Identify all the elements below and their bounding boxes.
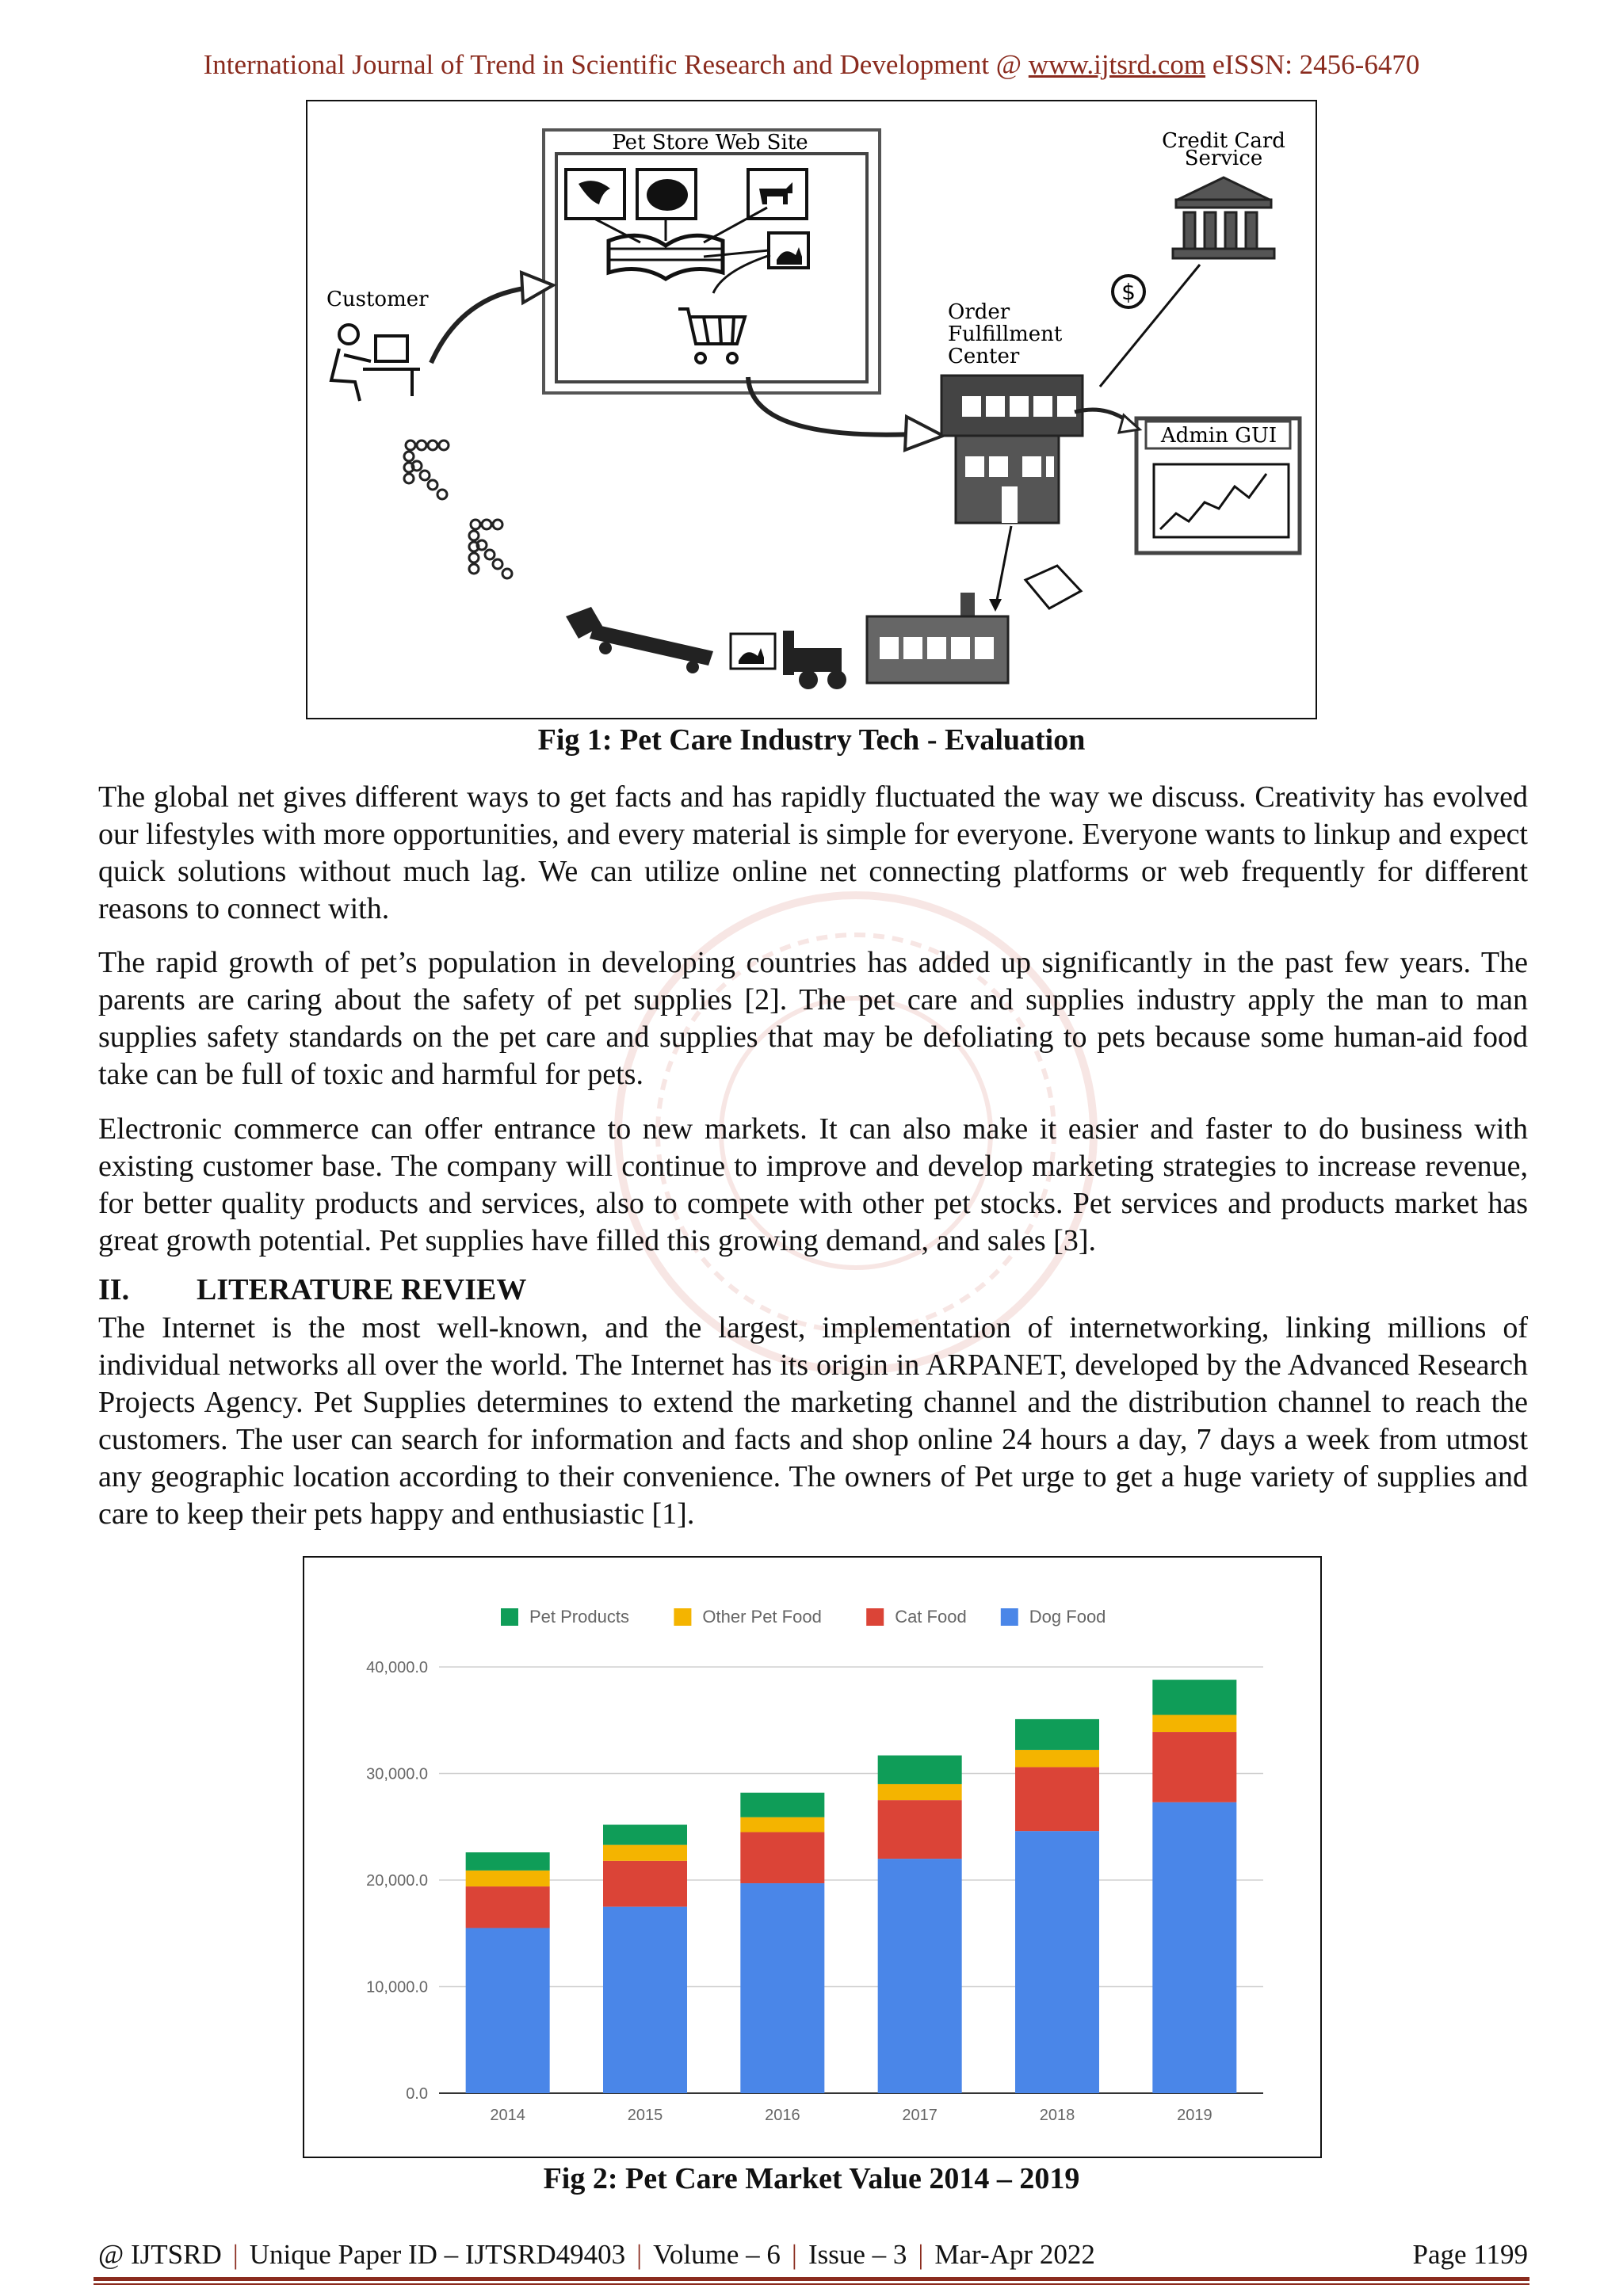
credit-card-label-line2: Service [1184, 147, 1263, 170]
bar-segment-pet-products [603, 1825, 687, 1845]
x-tick-label: 2017 [902, 2107, 938, 2124]
section-number: II. [98, 1273, 130, 1306]
footer-journal: @ IJTSRD [98, 2239, 222, 2270]
bar-segment-pet-products [878, 1756, 962, 1784]
bar-segment-dog-food [878, 1859, 962, 2093]
y-tick-label: 10,000.0 [366, 1978, 428, 1997]
pet-store-flow-diagram [307, 101, 1316, 718]
legend-swatch [866, 1608, 884, 1626]
figure-1-diagram [306, 100, 1317, 719]
footer-volume: Volume – 6 [653, 2239, 781, 2270]
header-url-link[interactable]: www.ijtsrd.com [1028, 49, 1206, 80]
order-to-warehouse-arrow [995, 526, 1011, 608]
bar-segment-dog-food [1015, 1831, 1099, 2093]
paragraph-3: Electronic commerce can offer entrance to new markets. It can also make it easier and faster to do business with existing customer base. The company will continue to improve and develop marketing strategies to increase revenue, for better quality products and services, also to compete with other pet stocks. Pet services and products market has great growth potential. Pet supplies have filled this growing demand, and sales [3]. [98, 1112, 1528, 1257]
bar-segment-other-pet-food [878, 1784, 962, 1800]
forklift-icon [783, 631, 846, 689]
bar-segment-dog-food [466, 1928, 550, 2093]
footer-issue: Issue – 3 [808, 2239, 907, 2270]
y-tick-label: 40,000.0 [366, 1659, 428, 1676]
paragraph-4: The Internet is the most well-known, and the largest, implementation of internetworking, linking millions of individual networks all over the world. The Internet has its origin in ARPANET, developed by the Advanced Research Projects Agency. Pet Supplies determines to extend the marketing channel and the distribution channel to reach the customers. The user can search for information and facts and shop online 24 hours a day, 7 days a week from utmost any geographic location according to their convenience. The owners of Pet urge to get a huge variety of supplies and care to keep their pets happy and enthusiastic [1]. [98, 1311, 1528, 1531]
legend-label: Cat Food [895, 1607, 967, 1627]
bar-segment-pet-products [1152, 1680, 1236, 1714]
footer-paper-id: Unique Paper ID – IJTSRD49403 [249, 2239, 626, 2270]
paragraph-2: The rapid growth of pet’s population in developing countries has added up significantly in the past few years. The parents are caring about the safety of pet supplies [2]. The pet care and supplies industry apply the man to man supplies safety standards on the pet care and supplies that may be defoliating to pets because some human-aid food take can be full of toxic and harmful for pets. [98, 946, 1528, 1091]
legend-swatch [674, 1608, 691, 1626]
bar-segment-cat-food [603, 1861, 687, 1907]
return-path-dots [404, 441, 512, 578]
y-tick-label: 20,000.0 [366, 1872, 428, 1890]
bar-segment-other-pet-food [740, 1817, 824, 1833]
bar-segment-dog-food [740, 1883, 824, 2093]
footer-page-number: Page 1199 [1412, 2239, 1528, 2270]
figure-2-caption: Fig 2: Pet Care Market Value 2014 – 2019 [543, 2162, 1080, 2195]
paragraph-1: The global net gives different ways to get facts and has rapidly fluctuated the way we discuss. Creativity has evolved our lifestyles with more opportunities, and every material is simple for everyone. Everyone wants to linkup and expect quick solutions without much lag. We can utilize online net connecting platforms or web frequently for different reasons to connect with. [98, 780, 1528, 925]
admin-gui-label: Admin GUI [1160, 424, 1277, 448]
bar-segment-pet-products [1015, 1719, 1099, 1750]
x-tick-label: 2019 [1177, 2107, 1212, 2124]
customer-computer-icon [331, 325, 420, 401]
legend-label: Pet Products [529, 1607, 629, 1627]
bar-segment-other-pet-food [1015, 1750, 1099, 1768]
x-tick-label: 2015 [627, 2107, 663, 2124]
bar-segment-cat-food [740, 1832, 824, 1883]
document-folder-icon [1025, 566, 1081, 608]
warehouse-factory-icon [867, 593, 1008, 683]
bar-segment-other-pet-food [603, 1845, 687, 1861]
svg-text:$: $ [1121, 279, 1136, 305]
x-tick-label: 2016 [765, 2107, 800, 2124]
order-center-label-line3: Center [948, 345, 1020, 368]
header-issn: eISSN: 2456-6470 [1212, 49, 1420, 80]
section-heading [98, 1272, 526, 1307]
footer-date: Mar-Apr 2022 [934, 2239, 1095, 2270]
bar-segment-cat-food [466, 1886, 550, 1928]
section-title: LITERATURE REVIEW [197, 1273, 527, 1306]
bar-segment-pet-products [466, 1852, 550, 1871]
bar-segment-other-pet-food [466, 1871, 550, 1886]
bar-segment-cat-food [1152, 1732, 1236, 1802]
x-tick-label: 2018 [1039, 2107, 1075, 2124]
bar-segment-dog-food [1152, 1802, 1236, 2093]
order-center-label-line1: Order [948, 300, 1010, 324]
legend-swatch [1001, 1608, 1018, 1626]
web-site-label: Pet Store Web Site [612, 131, 808, 154]
fulfillment-center-building-icon [941, 376, 1083, 523]
footer-rule-thin [94, 2283, 1529, 2285]
customer-label: Customer [327, 288, 429, 311]
footer-left: @ IJTSRD | Unique Paper ID – IJTSRD49403 | Volume – 6 | Issue – 3 | Mar-Apr 2022 [98, 2239, 1095, 2270]
order-center-label-line2: Fulfillment [948, 322, 1063, 346]
bank-building-icon [1173, 177, 1274, 258]
credit-card-label-line1: Credit Card [1162, 129, 1285, 153]
y-tick-label: 0.0 [406, 2085, 428, 2103]
legend-label: Dog Food [1029, 1607, 1106, 1627]
stacked-bar-chart [304, 1558, 1320, 2157]
bar-segment-other-pet-food [1152, 1715, 1236, 1733]
bar-segment-pet-products [740, 1793, 824, 1817]
legend-label: Other Pet Food [702, 1607, 822, 1627]
figure-2-chart [303, 1556, 1322, 2158]
x-tick-label: 2014 [490, 2107, 525, 2124]
bar-segment-dog-food [603, 1907, 687, 2093]
footer-rule [94, 2277, 1529, 2281]
delivery-truck-icon [566, 607, 713, 673]
y-tick-label: 30,000.0 [366, 1765, 428, 1783]
legend-swatch [501, 1608, 518, 1626]
running-header [0, 49, 1623, 81]
bar-segment-cat-food [1015, 1767, 1099, 1831]
bar-segment-cat-food [878, 1800, 962, 1859]
header-journal-name: International Journal of Trend in Scientific Research and Development @ [203, 49, 1022, 80]
figure-1-caption: Fig 1: Pet Care Industry Tech - Evaluation [537, 723, 1086, 757]
